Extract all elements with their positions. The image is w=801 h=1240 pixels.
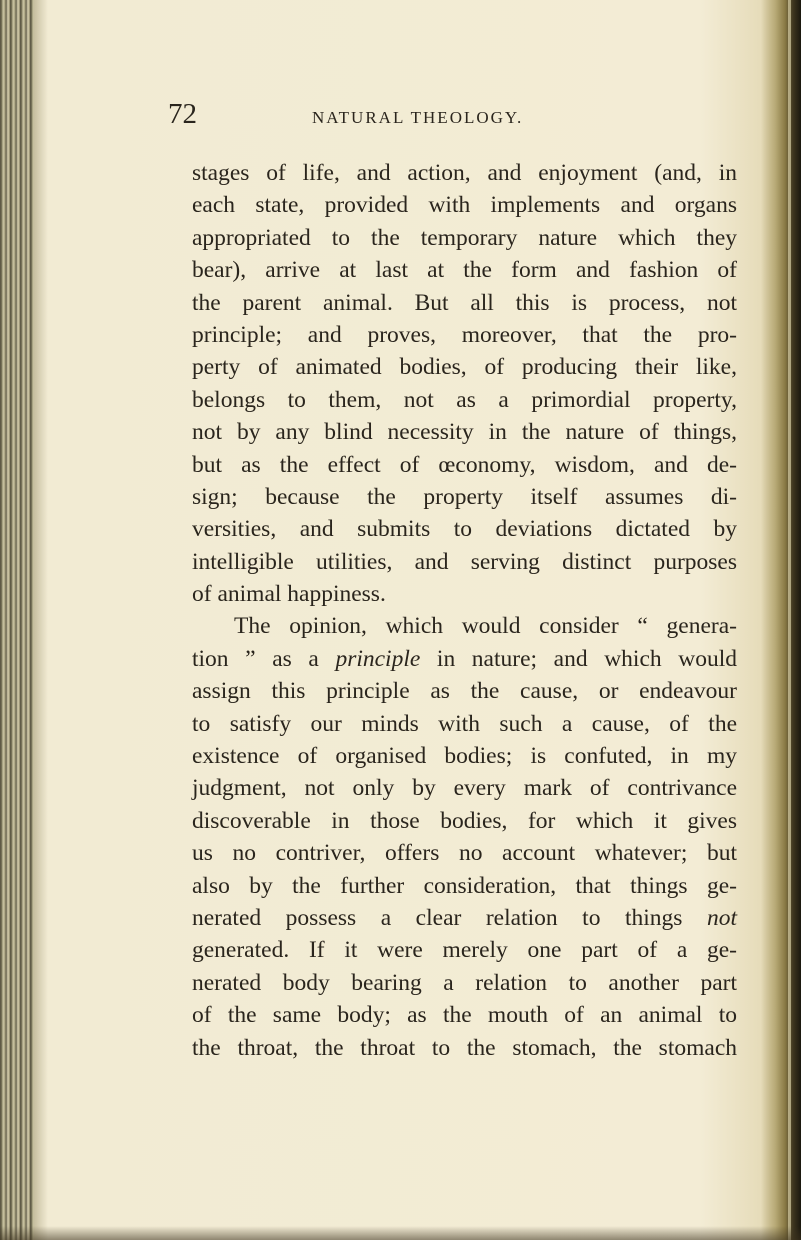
text-line: nerated body bearing a relation to another part — [192, 969, 737, 996]
text-line: to satisfy our minds with such a cause, of the — [192, 710, 737, 737]
text-line: existence of organised bodies; is confuted, in my — [192, 743, 737, 770]
text-line: perty of animated bodies, of producing their like, — [192, 354, 737, 381]
text-segment: nerated possess a clear relation to things — [192, 904, 707, 931]
text-line — [192, 902, 737, 934]
italic-word: principle — [335, 645, 421, 672]
italic-word: not — [706, 904, 737, 931]
text-line: sign; because the property itself assumes di- — [192, 483, 737, 510]
text-segment: tion ” as a — [192, 645, 336, 672]
binding-shadow — [34, 0, 48, 1240]
running-head: NATURAL THEOLOGY. — [312, 108, 524, 127]
text-line: The opinion, which would consider “ genera- — [234, 613, 737, 640]
text-line: each state, provided with implements and organs — [192, 192, 737, 219]
text-line: generated. If it were merely one part of a ge- — [192, 937, 737, 964]
text-line: principle; and proves, moreover, that the pro- — [192, 321, 737, 348]
page-edge-highlight — [788, 0, 791, 1240]
page-number: 72 — [168, 98, 197, 130]
text-line: discoverable in those bodies, for which it gives — [192, 807, 737, 834]
text-line: the throat, the throat to the stomach, the stomach — [192, 1034, 737, 1061]
text-line: belongs to them, not as a primordial property, — [192, 386, 737, 413]
text-line: versities, and submits to deviations dictated by — [192, 516, 737, 543]
text-segment: in nature; and which would — [420, 645, 737, 672]
text-line — [192, 643, 737, 675]
text-line: bear), arrive at last at the form and fashion of — [192, 257, 737, 284]
binding-edge — [0, 0, 34, 1240]
text-line: stages of life, and action, and enjoyment (and, in — [192, 160, 737, 186]
text-line: not by any blind necessity in the nature of things, — [192, 419, 737, 446]
text-line: the parent animal. But all this is process, not — [192, 289, 737, 316]
body-text — [192, 157, 737, 1064]
page-edge-right — [761, 0, 801, 1240]
page-header — [168, 98, 728, 138]
text-line: also by the further consideration, that things ge- — [192, 872, 737, 899]
text-line: but as the effect of œconomy, wisdom, and de- — [192, 451, 737, 478]
text-line: of the same body; as the mouth of an animal to — [192, 1002, 737, 1029]
text-line: of animal happiness. — [192, 581, 386, 608]
text-line: assign this principle as the cause, or endeavour — [192, 678, 737, 705]
page-bottom-shadow — [0, 1226, 801, 1240]
text-line: intelligible utilities, and serving distinct purposes — [192, 548, 737, 575]
text-line: appropriated to the temporary nature which they — [192, 224, 737, 251]
text-line: judgment, not only by every mark of contrivance — [192, 775, 737, 802]
text-line: us no contriver, offers no account whatever; but — [192, 840, 737, 867]
